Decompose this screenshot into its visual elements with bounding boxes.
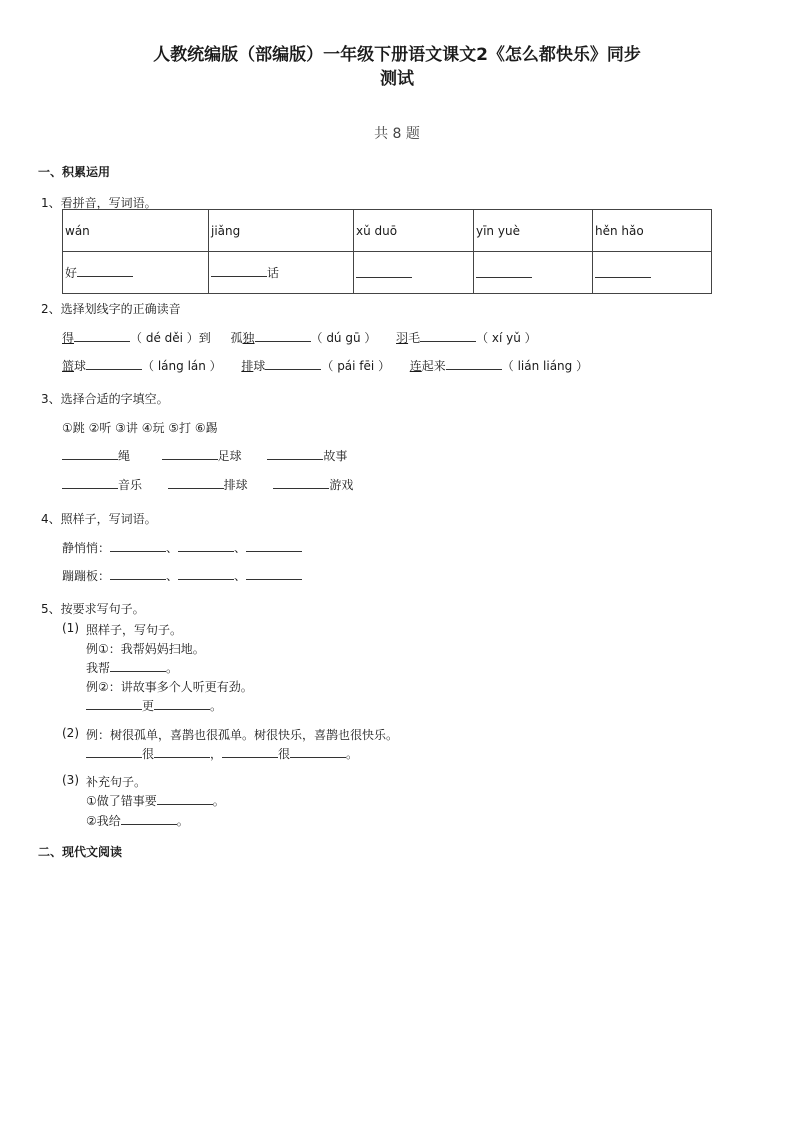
q2-row-1 [62,329,537,346]
q5-part-text: 照样子，写句子。 [86,623,183,637]
answer-blank[interactable] [356,265,412,278]
q3-row-1 [62,447,347,464]
fill-word: 故事 [323,449,348,463]
q5-part-text: 例：树很孤单，喜鹊也很孤单。树很快乐，喜鹊也很快乐。 [86,728,399,742]
comma: ， [210,747,223,761]
fill-sentence [86,659,178,676]
example-word: 静悄悄： [62,541,111,555]
page-title-line2: 测试 [380,69,414,89]
period: 。 [210,699,223,713]
answer-blank[interactable] [273,476,329,489]
answer-blank[interactable] [110,539,166,552]
answer-blank[interactable] [290,745,346,758]
fill-word: 绳 [118,449,131,463]
answer-blank[interactable] [154,745,210,758]
period: 。 [166,661,179,675]
reading-options: （ lián liáng ） [501,359,589,373]
word-rest: 到 [198,331,211,345]
q4-label: 4、照样子，写词语。 [41,512,157,526]
reading-options: （ láng lán ） [142,359,222,373]
q5-part-num: (1) [62,621,79,635]
fill-word: 足球 [217,449,242,463]
q5-part-num: (2) [62,726,79,740]
separator: 、 [234,569,247,583]
pinyin-table [62,209,712,294]
answer-blank[interactable] [62,476,118,489]
fill-sentence [86,745,358,762]
answer-blank[interactable] [86,357,142,370]
answer-blank[interactable] [222,745,278,758]
fill-prefix: 我帮 [86,661,111,675]
q1-label: 1、看拼音，写词语。 [41,196,157,210]
fill-prefix: ①做了错事要 [86,794,157,808]
reading-options: （ pái fēi ） [321,359,391,373]
pinyin-cell: jiǎng [209,210,354,252]
q5-label: 5、按要求写句子。 [41,602,145,616]
q4-row-1 [62,539,302,556]
q3-options: ①跳 ②听 ③讲 ④玩 ⑤打 ⑥踢 [62,421,218,435]
word-prefix: 孤 [230,331,243,345]
answer-suffix: 话 [267,266,280,280]
answer-cell[interactable] [354,252,474,294]
word-rest: 毛 [408,331,421,345]
example-sentence: 例①：我帮妈妈扫地。 [86,642,205,656]
question-count: 共 8 题 [374,126,420,142]
fill-sentence [86,697,222,714]
answer-blank[interactable] [255,329,311,342]
q2-row-2 [62,357,588,374]
example-sentence: 例②：讲故事多个人听更有劲。 [86,680,253,694]
answer-cell[interactable] [63,252,209,294]
pinyin-cell: xǔ duō [354,210,474,252]
answer-blank[interactable] [246,539,302,552]
answer-blank[interactable] [178,539,234,552]
fill-mid: 很 [278,747,291,761]
underlined-char: 独 [242,331,255,345]
fill-word: 排球 [223,478,248,492]
fill-mid: 更 [142,699,155,713]
answer-cell[interactable] [209,252,354,294]
answer-blank[interactable] [86,697,142,710]
example-word: 蹦蹦板： [62,569,111,583]
fill-prefix: ②我给 [86,814,121,828]
answer-blank[interactable] [154,697,210,710]
answer-blank[interactable] [86,745,142,758]
pinyin-cell: hěn hǎo [593,210,712,252]
reading-options: （ dú gū ） [310,331,377,345]
word-rest: 起来 [421,359,446,373]
q5-part-text: 补充句子。 [86,775,147,789]
answer-blank[interactable] [446,357,502,370]
section-heading-1: 一、积累运用 [38,165,111,179]
answer-blank[interactable] [62,447,118,460]
q3-row-2 [62,476,353,493]
period: 。 [212,794,225,808]
answer-blank[interactable] [265,357,321,370]
answer-blank[interactable] [178,567,234,580]
fill-sentence [86,812,189,829]
underlined-char: 得 [62,331,75,345]
underlined-char: 羽 [396,331,409,345]
underlined-char: 排 [241,359,254,373]
period: 。 [346,747,359,761]
reading-options: （ dé děi ） [130,331,199,345]
page-title-line1: 人教统编版（部编版）一年级下册语文课文2《怎么都快乐》同步 [153,45,641,65]
fill-word: 音乐 [118,478,143,492]
answer-cell[interactable] [593,252,712,294]
word-rest: 球 [74,359,87,373]
separator: 、 [166,541,179,555]
answer-blank[interactable] [157,792,213,805]
answer-blank[interactable] [74,329,130,342]
answer-blank[interactable] [211,264,267,277]
answer-cell[interactable] [474,252,593,294]
separator: 、 [234,541,247,555]
q4-row-2 [62,567,302,584]
answer-blank[interactable] [121,812,177,825]
answer-blank[interactable] [162,447,218,460]
fill-sentence [86,792,225,809]
answer-blank[interactable] [110,567,166,580]
answer-prefix: 好 [65,266,78,280]
answer-blank[interactable] [476,265,532,278]
answer-blank[interactable] [267,447,323,460]
answer-blank[interactable] [595,265,651,278]
section-heading-2: 二、现代文阅读 [38,845,123,859]
fill-mid: 很 [142,747,155,761]
fill-word: 游戏 [329,478,354,492]
answer-blank[interactable] [420,329,476,342]
word-rest: 球 [253,359,266,373]
answer-blank[interactable] [246,567,302,580]
pinyin-cell: yīn yuè [474,210,593,252]
underlined-char: 连 [409,359,422,373]
period: 。 [176,814,189,828]
underlined-char: 篮 [62,359,75,373]
q5-part-num: (3) [62,773,79,787]
pinyin-cell: wán [63,210,209,252]
reading-options: （ xí yǔ ） [476,331,537,345]
separator: 、 [166,569,179,583]
q2-label: 2、选择划线字的正确读音 [41,302,181,316]
q3-label: 3、选择合适的字填空。 [41,392,169,406]
answer-blank[interactable] [77,264,133,277]
answer-blank[interactable] [110,659,166,672]
answer-blank[interactable] [168,476,224,489]
